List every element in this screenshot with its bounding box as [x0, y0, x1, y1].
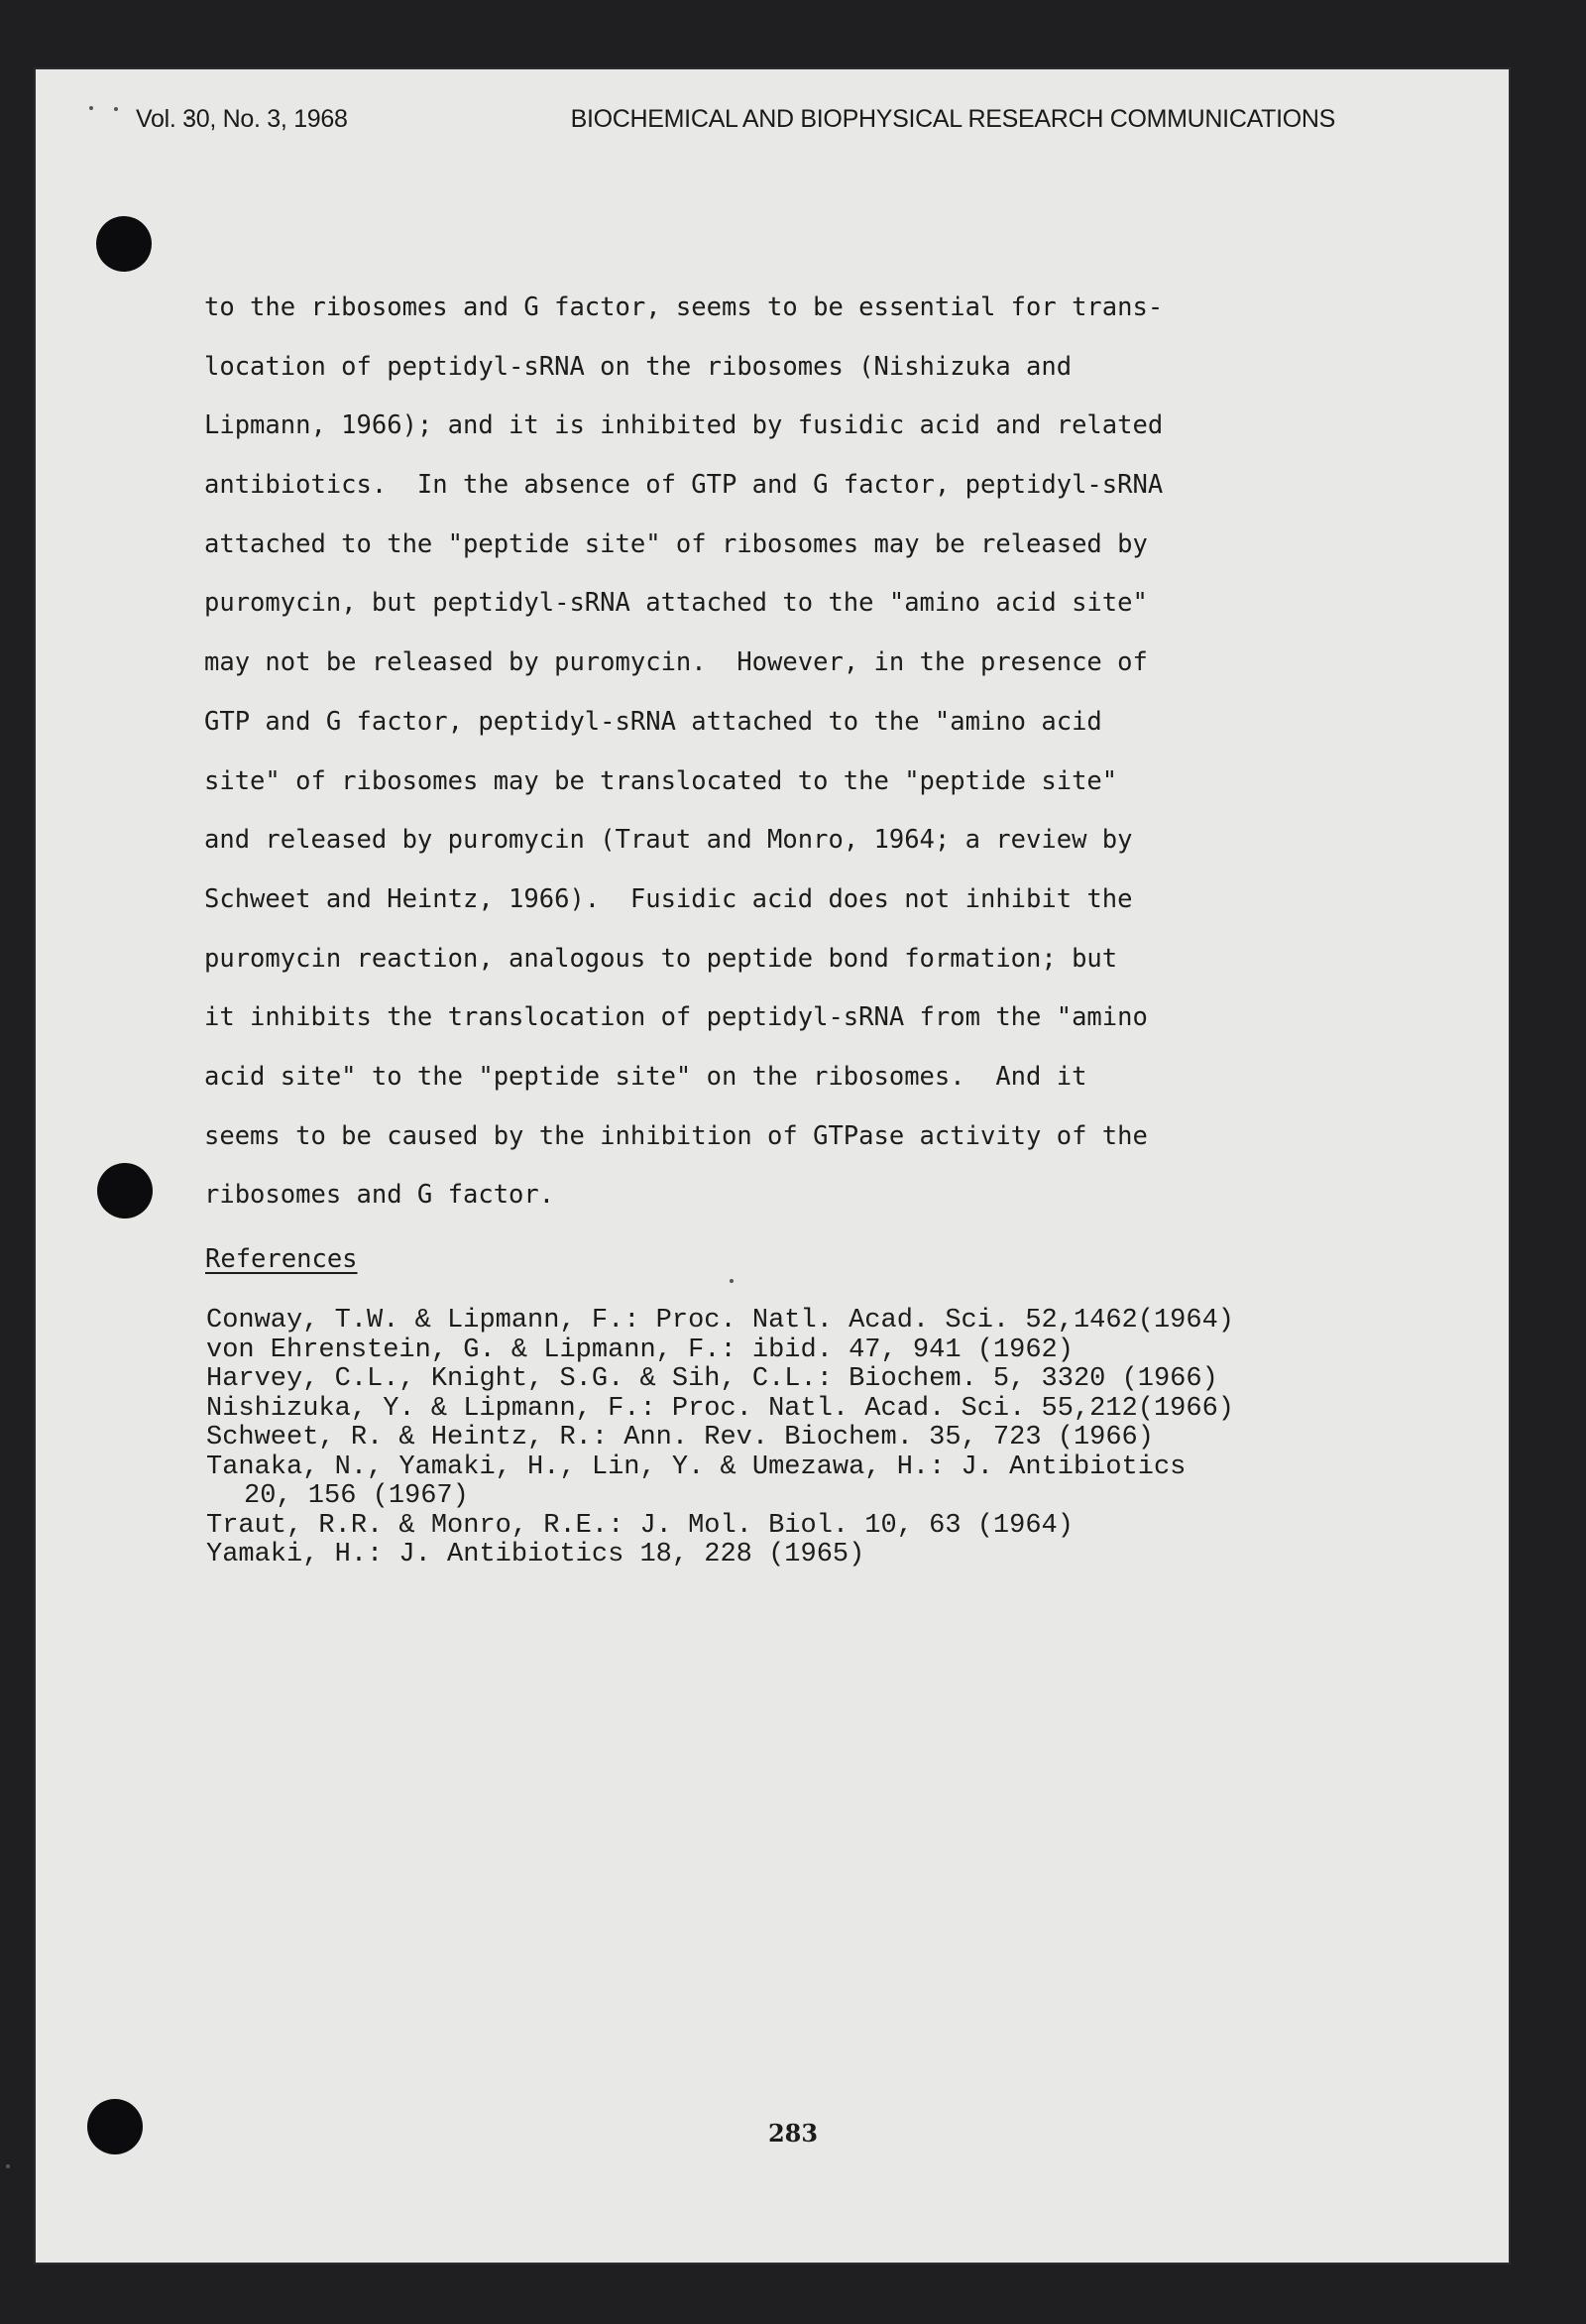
reference-entry: Traut, R.R. & Monro, R.E.: J. Mol. Biol. 10, 63 (1964) — [206, 1510, 1074, 1541]
body-line: and released by puromycin (Traut and Monro, 1964; a review by — [204, 825, 1133, 856]
body-line: puromycin, but peptidyl-sRNA attached to the "amino acid site" — [204, 588, 1148, 619]
body-line: location of peptidyl-sRNA on the ribosomes (Nishizuka and — [204, 351, 1073, 382]
body-line: to the ribosomes and G factor, seems to be essential for trans- — [204, 292, 1164, 322]
reference-entry: Conway, T.W. & Lipmann, F.: Proc. Natl. Acad. Sci. 52,1462(1964) — [206, 1306, 1234, 1336]
body-line: ribosomes and G factor. — [204, 1180, 555, 1211]
body-line: acid site" to the "peptide site" on the ribosomes. And it — [204, 1061, 1087, 1092]
reference-entry-continuation: 20, 156 (1967) — [244, 1481, 469, 1511]
reference-entry: Tanaka, N., Yamaki, H., Lin, Y. & Umezawa, H.: J. Antibiotics — [206, 1452, 1187, 1482]
references-heading: References — [205, 1244, 358, 1274]
reference-entry: Nishizuka, Y. & Lipmann, F.: Proc. Natl. Acad. Sci. 55,212(1966) — [206, 1393, 1234, 1424]
reference-entry: Schweet, R. & Heintz, R.: Ann. Rev. Biochem. 35, 723 (1966) — [206, 1423, 1154, 1452]
body-line: Schweet and Heintz, 1966). Fusidic acid does not inhibit the — [204, 883, 1133, 914]
journal-title: BIOCHEMICAL AND BIOPHYSICAL RESEARCH COMMUNICATIONS — [570, 105, 1335, 133]
punch-hole-top — [96, 216, 152, 272]
body-line: site" of ribosomes may be translocated to the "peptide site" — [204, 765, 1118, 796]
body-line: GTP and G factor, peptidyl-sRNA attached to the "amino acid — [204, 706, 1102, 737]
body-line: attached to the "peptide site" of ribosomes may be released by — [204, 528, 1148, 559]
page-number: 283 — [767, 2119, 819, 2148]
volume-info: Vol. 30, No. 3, 1968 — [136, 105, 348, 133]
speck — [114, 107, 118, 111]
reference-entry: Yamaki, H.: J. Antibiotics 18, 228 (1965) — [206, 1540, 865, 1569]
body-line: may not be released by puromycin. However, in the presence of — [204, 647, 1148, 678]
speck — [730, 1279, 734, 1283]
body-line: Lipmann, 1966); and it is inhibited by fusidic acid and related — [204, 410, 1164, 441]
speck — [6, 2164, 10, 2168]
body-line: puromycin reaction, analogous to peptide bond formation; but — [204, 943, 1118, 974]
body-line: seems to be caused by the inhibition of GTPase activity of the — [204, 1120, 1148, 1151]
reference-entry: Harvey, C.L., Knight, S.G. & Sih, C.L.: Biochem. 5, 3320 (1966) — [206, 1364, 1218, 1394]
body-line: it inhibits the translocation of peptidyl-sRNA from the "amino — [204, 1002, 1148, 1033]
reference-entry: von Ehrenstein, G. & Lipmann, F.: ibid. 47, 941 (1962) — [206, 1335, 1074, 1365]
references-list — [206, 1307, 1386, 1570]
punch-hole-middle — [97, 1163, 153, 1219]
body-paragraph — [204, 292, 1354, 1239]
speck — [89, 106, 93, 110]
body-line: antibiotics. In the absence of GTP and G factor, peptidyl-sRNA — [204, 470, 1164, 501]
